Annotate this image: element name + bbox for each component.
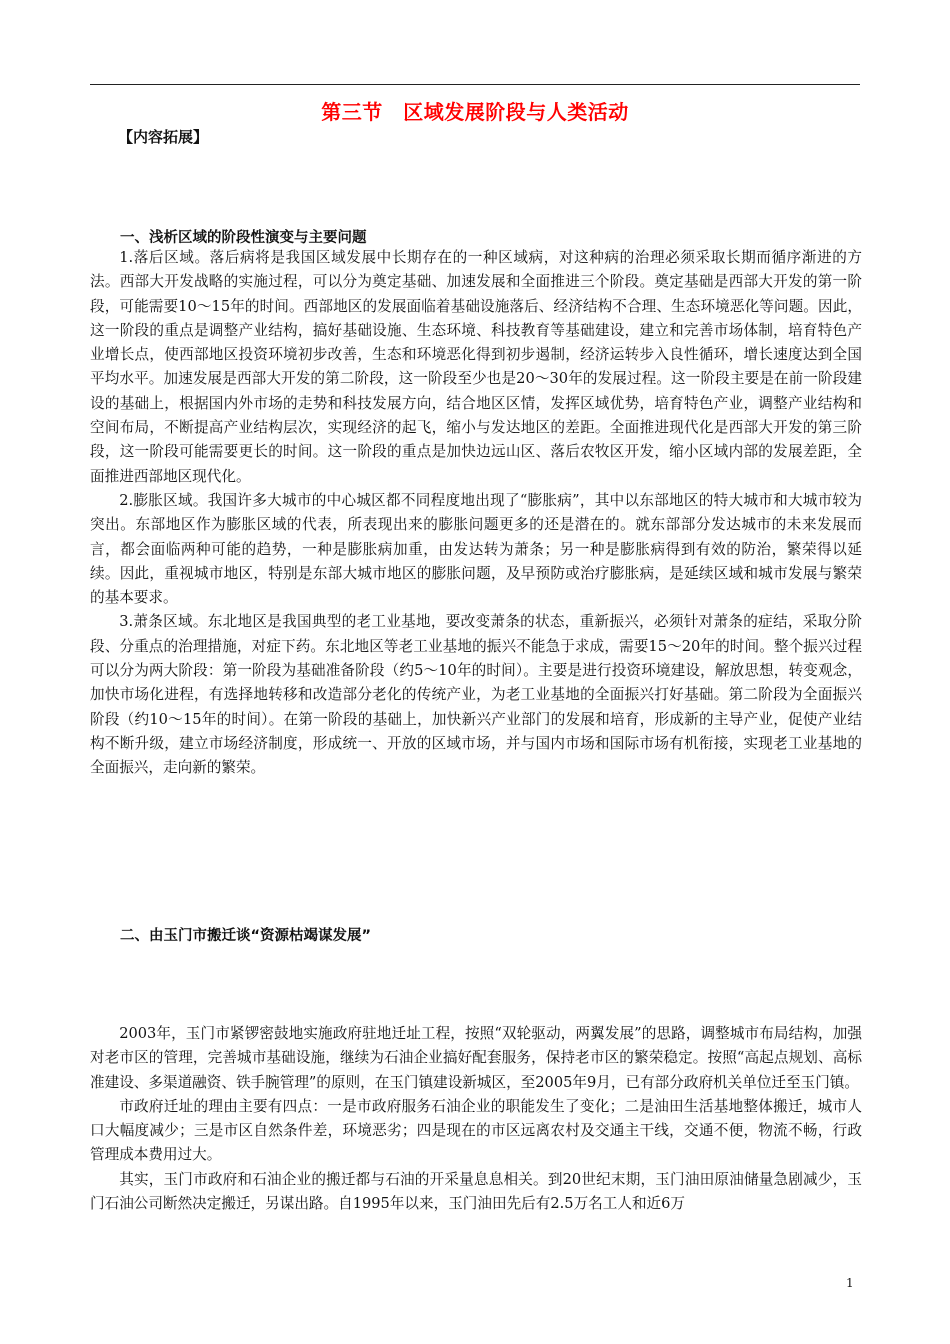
paragraph-depressed-region: 3.萧条区域。东北地区是我国典型的老工业基地，要改变萧条的状态，重新振兴，必须针对萧条的症结，采取分阶段、分重点的治理措施，对症下药。东北地区等老工业基地的振兴不能急于求成，需要15～20年的时间。整个振兴过程可以分为两大阶段：第一阶段为基础准备阶段（约5～10年的时间）。主要是进行投资环境建设，解放思想，转变观念，加快市场化进程，有选择地转移和改造部分老化的传统产业，为老工业基地的全面振兴打好基础。第二阶段为全面振兴阶段（约10～15年的时间）。在第一阶段的基础上，加快新兴产业部门的发展和培育，形成新的主导产业，促使产业结构不断升级，建立市场经济制度，形成统一、开放的区域市场，并与国内市场和国际市场有机衔接，实现老工业基地的全面振兴，走向新的繁荣。 [90,613,862,777]
paragraph-relocation-reasons: 市政府迁址的理由主要有四点：一是市政府服务石油企业的职能发生了变化；二是油田生活基地整体搬迁，城市人口大幅度减少；三是市区自然条件差，环境恶劣；四是现在的市区远离农村及交通主干线，交通不便，物流不畅，行政管理成本费用过大。 [90,1097,862,1164]
page-title: 第三节 区域发展阶段与人类活动 [321,100,629,124]
content-extension-tag: 【内容拓展】 [118,128,209,146]
section-2-body [90,1022,862,1216]
paragraph-oil-decline: 其实，玉门市政府和石油企业的搬迁都与石油的开采量息息相关。到20世纪末期，玉门油田原油储量急剧减少，玉门石油公司断然决定搬迁，另谋出路。自1995年以来，玉门油田先后有2.5万名工人和近6万 [90,1170,862,1213]
section-1-body [90,246,862,781]
paragraph-expanding-region: 2.膨胀区域。我国许多大城市的中心城区都不同程度地出现了“膨胀病”，其中以东部地区的特大城市和大城市较为突出。东部地区作为膨胀区域的代表，所表现出来的膨胀问题更多的还是潜在的。就东部部分发达城市的未来发展而言，都会面临两种可能的趋势，一种是膨胀病加重，由发达转为萧条；另一种是膨胀病得到有效的防治，繁荣得以延续。因此，重视城市地区，特别是东部大城市地区的膨胀问题，及早预防或治疗膨胀病，是延续区域和城市发展与繁荣的基本要求。 [90,491,862,607]
paragraph-backward-region: 1.落后区域。落后病将是我国区域发展中长期存在的一种区域病，对这种病的治理必须采取长期而循序渐进的方法。西部大开发战略的实施过程，可以分为奠定基础、加速发展和全面推进三个阶段。奠定基础是西部大开发的第一阶段，可能需要10～15年的时间。西部地区的发展面临着基础设施落后、经济结构不合理、生态环境恶化等问题。因此，这一阶段的重点是调整产业结构，搞好基础设施、生态环境、科技教育等基础建设，建立和完善市场体制，培育特色产业增长点，使西部地区投资环境初步改善，生态和环境恶化得到初步遏制，经济运转步入良性循环，增长速度达到全国平均水平。加速发展是西部大开发的第二阶段，这一阶段至少也是20～30年的发展过程。这一阶段主要是在前一阶段建设的基础上，根据国内外市场的走势和科技发展方向，结合地区区情，发挥区域优势，培育特色产业，调整产业结构和空间布局，不断提高产业结构层次，实现经济的起飞，缩小与发达地区的差距。全面推进现代化是西部大开发的第三阶段，这一阶段可能需要更长的时间。这一阶段的重点是加快边远山区、落后农牧区开发，缩小区域内部的发展差距，全面推进西部地区现代化。 [90,249,862,485]
section-2-heading: 二、由玉门市搬迁谈“资源枯竭谋发展” [120,928,372,944]
section-1-heading: 一、浅析区域的阶段性演变与主要问题 [120,230,367,246]
paragraph-yumen-relocation: 2003年，玉门市紧锣密鼓地实施政府驻地迁址工程，按照“双轮驱动，两翼发展”的思路，调整城市布局结构，加强对老市区的管理，完善城市基础设施，继续为石油企业搞好配套服务，保持老市区的繁荣稳定。按照“高起点规划、高标准建设、多渠道融资、铁手腕管理”的原则，在玉门镇建设新城区，至2005年9月，已有部分政府机关单位迁至玉门镇。 [90,1025,862,1091]
page-number: 1 [846,1276,854,1290]
header-rule [90,84,860,85]
